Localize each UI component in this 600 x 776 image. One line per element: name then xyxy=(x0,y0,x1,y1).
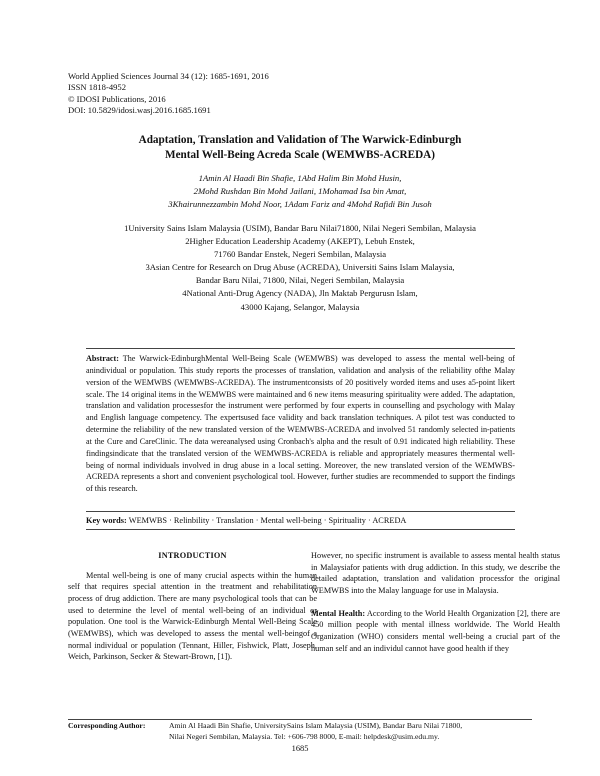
mental-health-label: Mental Health: xyxy=(311,608,366,618)
corresponding-line-2: Nilai Negeri Sembilan, Malaysia. Tel: +606-798 8000, E-mail: helpdesk@usim.edu.my. xyxy=(169,731,440,741)
affiliation-4a: 4National Anti-Drug Agency (NADA), Jln Maktab Pergurusn Islam, xyxy=(182,288,418,299)
title-line-1: Adaptation, Translation and Validation of The Warwick-Edinburgh xyxy=(138,134,462,146)
abstract-top-rule xyxy=(86,348,515,349)
right-column xyxy=(311,550,560,654)
affiliation-1: 1University Sains Islam Malaysia (USIM), Bandar Baru Nilai71800, Nilai Negeri Sembilan, Malaysia xyxy=(124,223,476,233)
authors-line-2: 2Mohd Rushdan Bin Mohd Jailani, 1Mohamad Isa bin Amat, xyxy=(193,186,407,197)
keywords-label: Key words: xyxy=(86,516,127,525)
corresponding-label: Corresponding Author: xyxy=(68,721,146,730)
journal-issn: ISSN 1818-4952 xyxy=(68,82,127,93)
author-list xyxy=(60,172,540,212)
journal-citation: World Applied Sciences Journal 34 (12): 1685-1691, 2016 xyxy=(68,71,269,81)
corresponding-author xyxy=(68,721,463,741)
affiliation-2b: 71760 Bandar Enstek, Negeri Sembilan, Malaysia xyxy=(213,249,387,260)
affiliation-3a: 3Asian Centre for Research on Drug Abuse (ACREDA), Universiti Sains Islam Malaysia, xyxy=(145,262,455,273)
affiliation-3b: Bandar Baru Nilai, 71800, Nilai, Negeri Sembilan, Malaysia xyxy=(195,275,405,286)
mental-health-text: According to the World Health Organization [2], there are 450 million people with mental illness worldwide. The World Health Organization (WHO) considers mental well-being a crucial part of the human self and an individul cannot have good health if they xyxy=(311,608,561,653)
journal-doi: DOI: 10.5829/idosi.wasj.2016.1685.1691 xyxy=(68,104,211,115)
corresponding-details xyxy=(169,721,462,742)
paper-title xyxy=(60,133,540,163)
abstract-text: The Warwick-EdinburghMental Well-Being Scale (WEMWBS) was developed to assess the mental well-being of anindividual or population. This study reports the processes of translation, validation and analysis of the reliability ofthe Malay version of the WEMWBS (WEMWBS-ACREDA). The instrumentconsists of 20 positively worded items and uses a5-point likert scale. The 14 original items in the WEMWBS were maintained and 6 new items measuring spirituality were added. The adaptation, translation and validation processesfor the instrument were performed by four experts in counselling and psychology with Malay and English language competency. The expertsused face validity and back translation techniques. A pilot test was conducted to determine the reliability of the new translated version of the WEMWBS-ACREDA and involved 51 randomly selected in-patients at the Cure and CareClinic. The data wereanalysed using Cronbach's alpha and the result of 0.91 indicated high reliability. These findingsindicate that the translated version of the WEMWBS-ACREDA is reliable and appropriately measures thermental well-being of normal individuals involved in drug abuse in a local setting. Moreover, the new translated version of the WEMWBS-ACREDA represents a short and convenient psychological tool. However, further studies are recommended to support the findings of this research. xyxy=(86,354,515,494)
mental-health-paragraph xyxy=(311,608,560,655)
authors-line-1: 1Amin Al Haadi Bin Shafie, 1Abd Halim Bin Mohd Husin, xyxy=(198,173,402,183)
affiliation-2a: 2Higher Education Leadership Academy (AKEPT), Lebuh Enstek, xyxy=(185,236,415,247)
keywords xyxy=(86,516,406,525)
affiliations xyxy=(60,222,540,314)
journal-copyright: © IDOSI Publications, 2016 xyxy=(68,93,166,104)
page-number: 1685 xyxy=(291,744,309,753)
keywords-top-rule xyxy=(86,511,515,512)
abstract xyxy=(86,353,515,495)
keywords-bottom-rule xyxy=(86,529,515,530)
keywords-text: WEMWBS · Relinbility · Translation · Mental well-being · Spirituality · ACREDA xyxy=(128,516,407,525)
journal-header xyxy=(68,71,269,116)
affiliation-4b: 43000 Kajang, Selangor, Malaysia xyxy=(240,301,360,312)
abstract-label: Abstract: xyxy=(86,354,119,363)
authors-line-3: 3Khairunnezzambin Mohd Noor, 1Adam Fariz and 4Mohd Rafidi Bin Jusoh xyxy=(168,199,432,210)
right-paragraph-1: However, no specific instrument is available to assess mental health status in Malaysiafor patients with drug addiction. In this study, we describe the detailed adaptation, translation and validation processfor the original WEMWBS into the Malay language for use in Malaysia. xyxy=(311,551,560,595)
left-column xyxy=(68,550,317,663)
title-line-2: Mental Well-Being Acreda Scale (WEMWBS-ACREDA) xyxy=(165,149,435,161)
footer-rule xyxy=(68,719,532,720)
intro-paragraph: Mental well-being is one of many crucial aspects within the human self that requires special attention in the treatment and rehabilitation process of drug addiction. There are many psychological tools that can be used to determine the level of mental well-being of an individual or population. One tool is the Warwick-Edinburgh Mental Well-Being Scale (WEMWBS), which was developed to assess the mental well-beingof a normal individual or population (Tennant, Hiller, Fishwick, Platt, Joseph, Weich, Parkinson, Secker & Stewart-Brown, [1]). xyxy=(68,570,317,662)
corresponding-line-1: Amin Al Haadi Bin Shafie, UniversitySains Islam Malaysia (USIM), Bandar Baru Nilai 71800, xyxy=(169,721,463,730)
section-heading-introduction: INTRODUCTION xyxy=(158,551,227,560)
